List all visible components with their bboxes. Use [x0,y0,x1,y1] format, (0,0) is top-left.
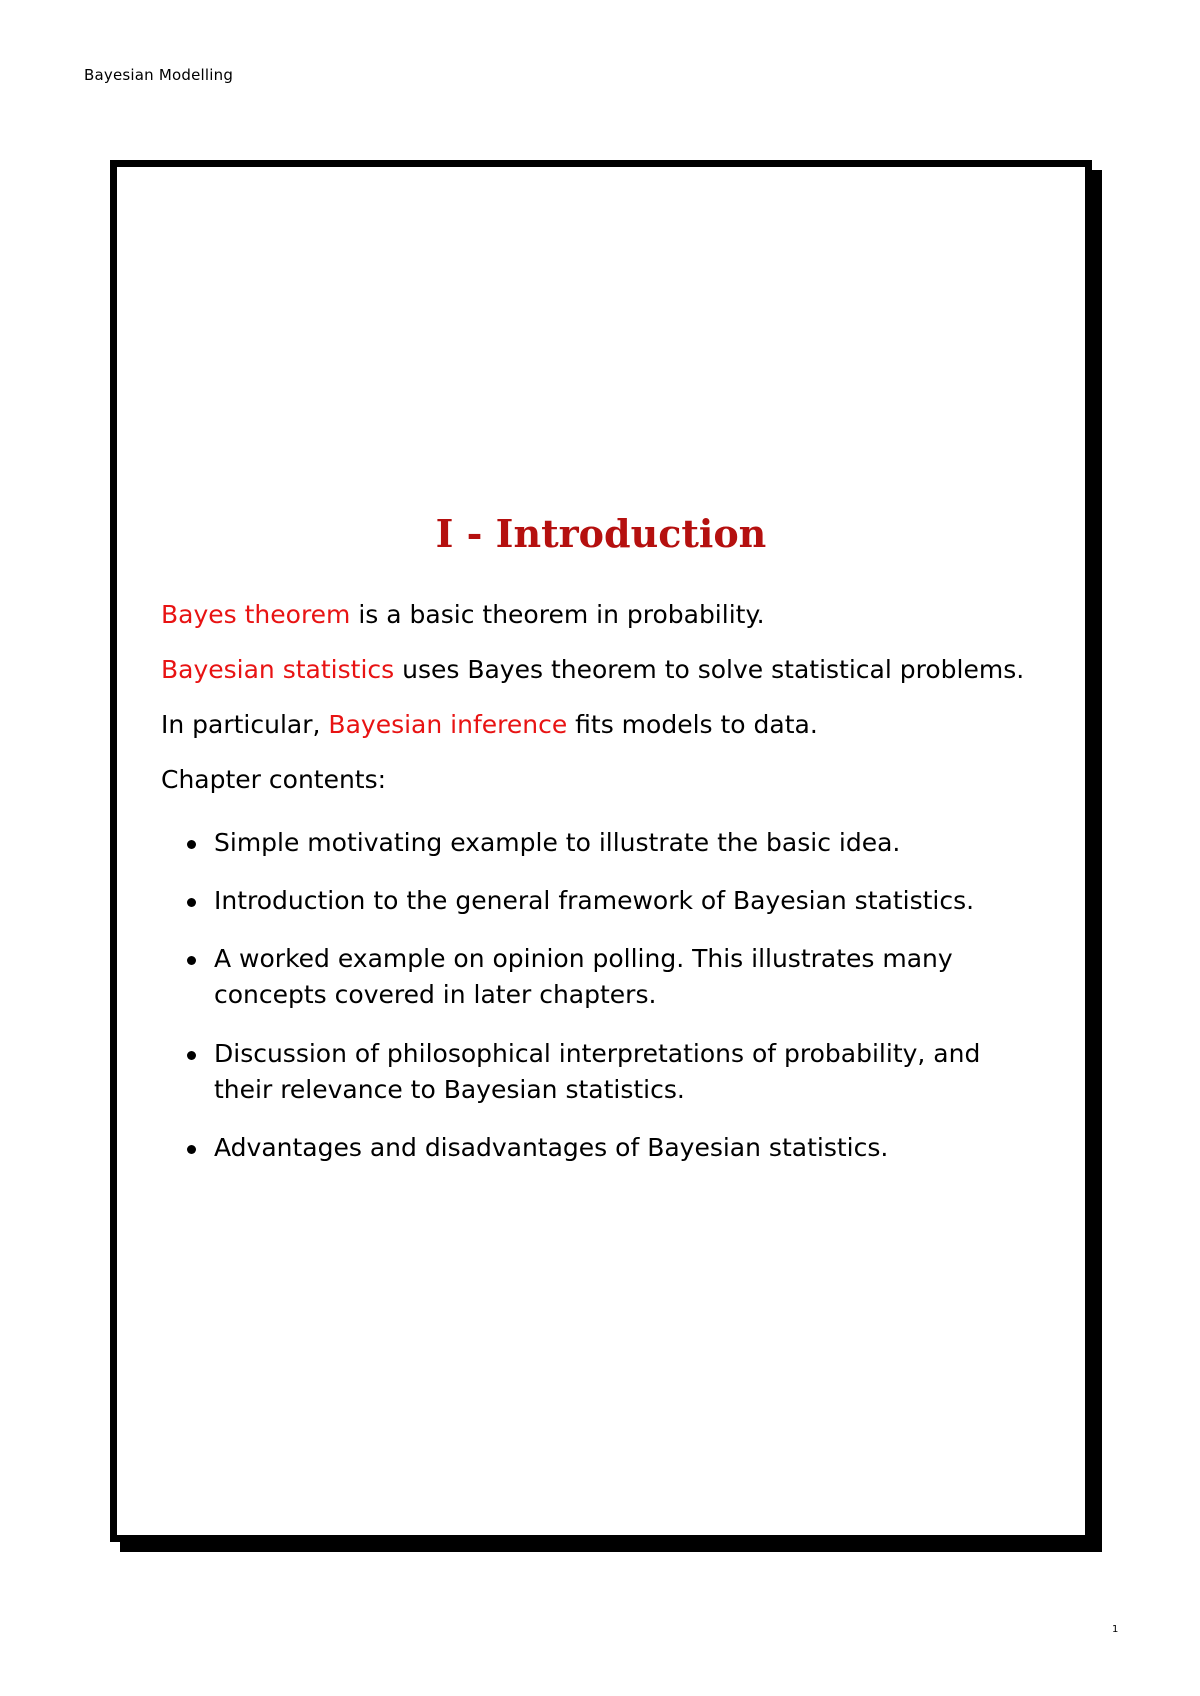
bullet-icon [187,1145,196,1154]
bullet-icon [187,956,196,965]
paragraph-bayesian-statistics [161,652,1041,688]
chapter-contents-list [161,825,1041,1167]
list-item-text: Introduction to the general framework of Bayesian statistics. [214,885,975,915]
bullet-icon [187,1051,196,1060]
list-item [161,883,1041,919]
page-number: 1 [1112,1624,1119,1635]
term-bayesian-statistics: Bayesian statistics [161,654,395,684]
list-item-text: A worked example on opinion polling. This illustrates many concepts covered in later chapters. [214,944,953,1010]
paragraph-bayes-theorem [161,597,1041,633]
running-header: Bayesian Modelling [84,66,234,84]
list-item [161,825,1041,861]
list-item-text: Discussion of philosophical interpretations of probability, and their relevance to Bayesian statistics. [214,1038,981,1104]
paragraph-text: In particular, [161,710,329,740]
bullet-icon [187,840,196,849]
term-bayesian-inference: Bayesian inference [328,710,568,740]
paragraph-text: uses Bayes theorem to solve statistical problems. [394,654,1025,684]
list-item-text: Simple motivating example to illustrate the basic idea. [214,827,901,857]
list-item [161,1036,1041,1109]
list-item [161,1130,1041,1166]
paragraph-text: fits models to data. [567,710,818,740]
list-item [161,941,1041,1014]
paragraph-bayesian-inference [161,707,1041,743]
chapter-contents-label: Chapter contents: [161,765,387,795]
bullet-icon [187,898,196,907]
slide-content [161,511,1041,1188]
term-bayes-theorem: Bayes theorem [161,599,351,629]
paragraph-text: is a basic theorem in probability. [350,599,765,629]
list-item-text: Advantages and disadvantages of Bayesian statistics. [214,1133,889,1163]
slide-frame [110,160,1092,1542]
slide-title: I - Introduction [435,511,767,556]
